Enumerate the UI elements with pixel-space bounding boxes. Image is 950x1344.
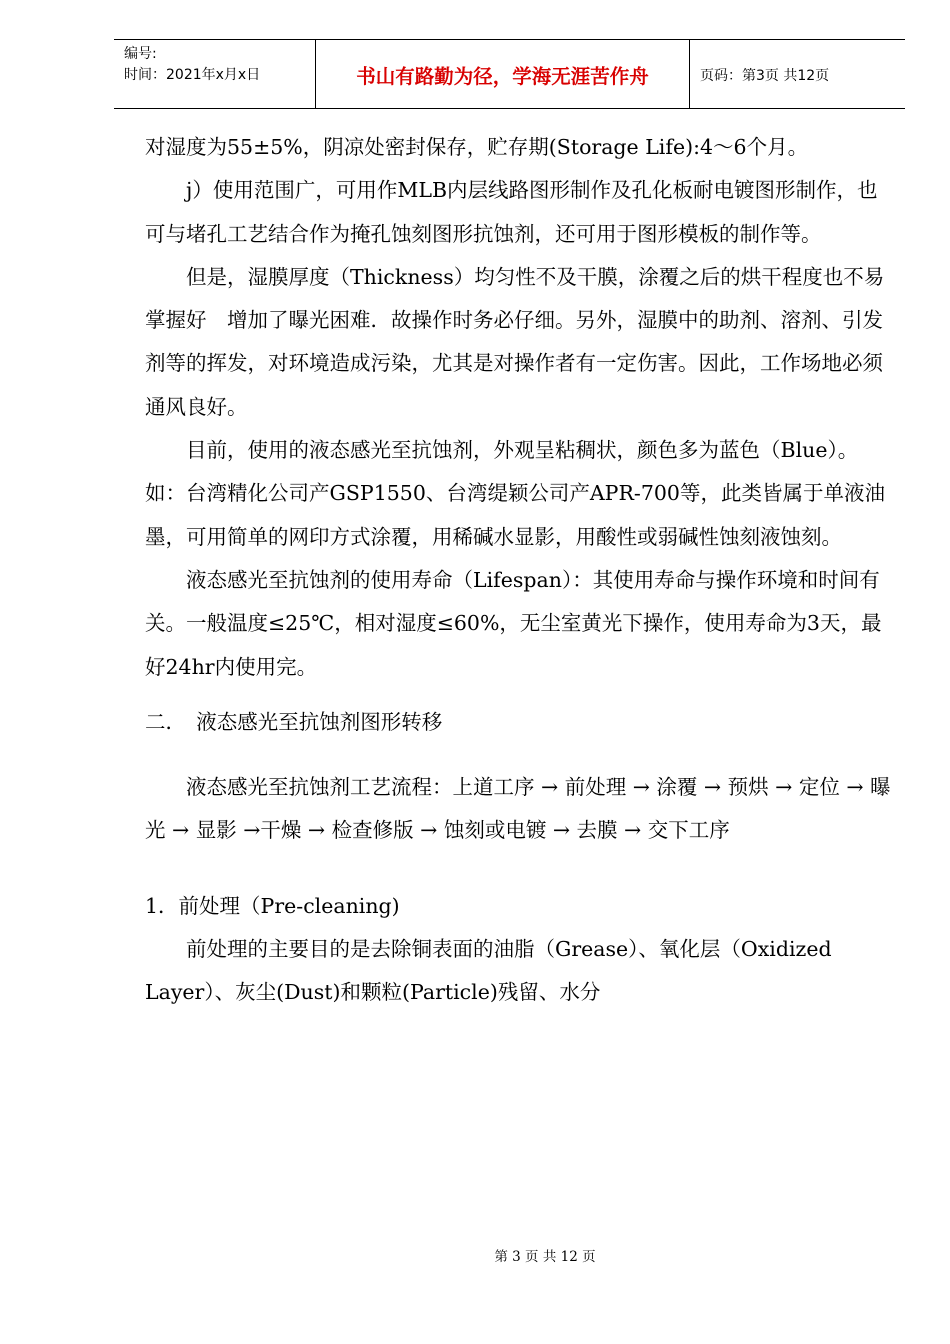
page-footer: 第 3 页 共 12 页 <box>494 1249 596 1265</box>
paragraph-storage: 对湿度为55±5%，阴凉处密封保存，贮存期(Storage Life):4～6个月。 <box>145 135 809 159</box>
paragraph-process-flow: 液态感光至抗蚀剂工艺流程：上道工序 → 前处理 → 涂覆 → 预烘 → 定位 → 曝光 → 显影 →干燥 → 检查修版 → 蚀刻或电镀 → 去膜 → 交下工序 <box>145 775 891 843</box>
paragraph-drawbacks: 但是，湿膜厚度（Thickness）均匀性不及干膜，涂覆之后的烘干程度也不易掌握好 增加了曝光困难．故操作时务必仔细。另外，湿膜中的助剂、溶剂、引发剂等的挥发，对环境造成污染，尤其是对操作者有一定伤害。因此，工作场地必须通风良好。 <box>145 264 885 419</box>
paragraph-current-products: 目前，使用的液态感光至抗蚀剂，外观呈粘稠状，颜色多为蓝色（Blue）。如：台湾精化公司产GSP1550、台湾缇颖公司产APR-700等，此类皆属于单液油墨，可用简单的网印方式涂覆，用稀碱水显影，用酸性或弱碱性蚀刻液蚀刻。 <box>145 438 885 549</box>
document-number-label: 编号: <box>124 46 157 62</box>
header-motto: 书山有路勤为径，学海无涯苦作舟 <box>316 40 690 108</box>
paragraph-pre-cleaning: 前处理的主要目的是去除铜表面的油脂（Grease）、氧化层（Oxidized Layer）、灰尘(Dust)和颗粒(Particle)残留、水分 <box>145 937 832 1005</box>
header-meta <box>114 40 316 108</box>
document-body <box>145 126 895 1015</box>
page-header <box>114 39 905 109</box>
paragraph-lifespan: 液态感光至抗蚀剂的使用寿命（Lifespan）：其使用寿命与操作环境和时间有关。一般温度≤25℃，相对湿度≤60%，无尘室黄光下操作，使用寿命为3天，最好24hr内使用完。 <box>145 567 882 679</box>
paragraph-usage-scope: j）使用范围广，可用作MLB内层线路图形制作及孔化板耐电镀图形制作，也可与堵孔工艺结合作为掩孔蚀刻图形抗蚀剂，还可用于图形模板的制作等。 <box>145 178 878 246</box>
document-time-label: 时间：2021年x月x日 <box>124 67 261 83</box>
header-page-info: 页码：第3页 共12页 <box>700 68 830 84</box>
subsection-heading-pre-cleaning: 1．前处理（Pre-cleaning) <box>145 893 400 918</box>
section-heading-2: 二． 液态感光至抗蚀剂图形转移 <box>145 709 443 734</box>
